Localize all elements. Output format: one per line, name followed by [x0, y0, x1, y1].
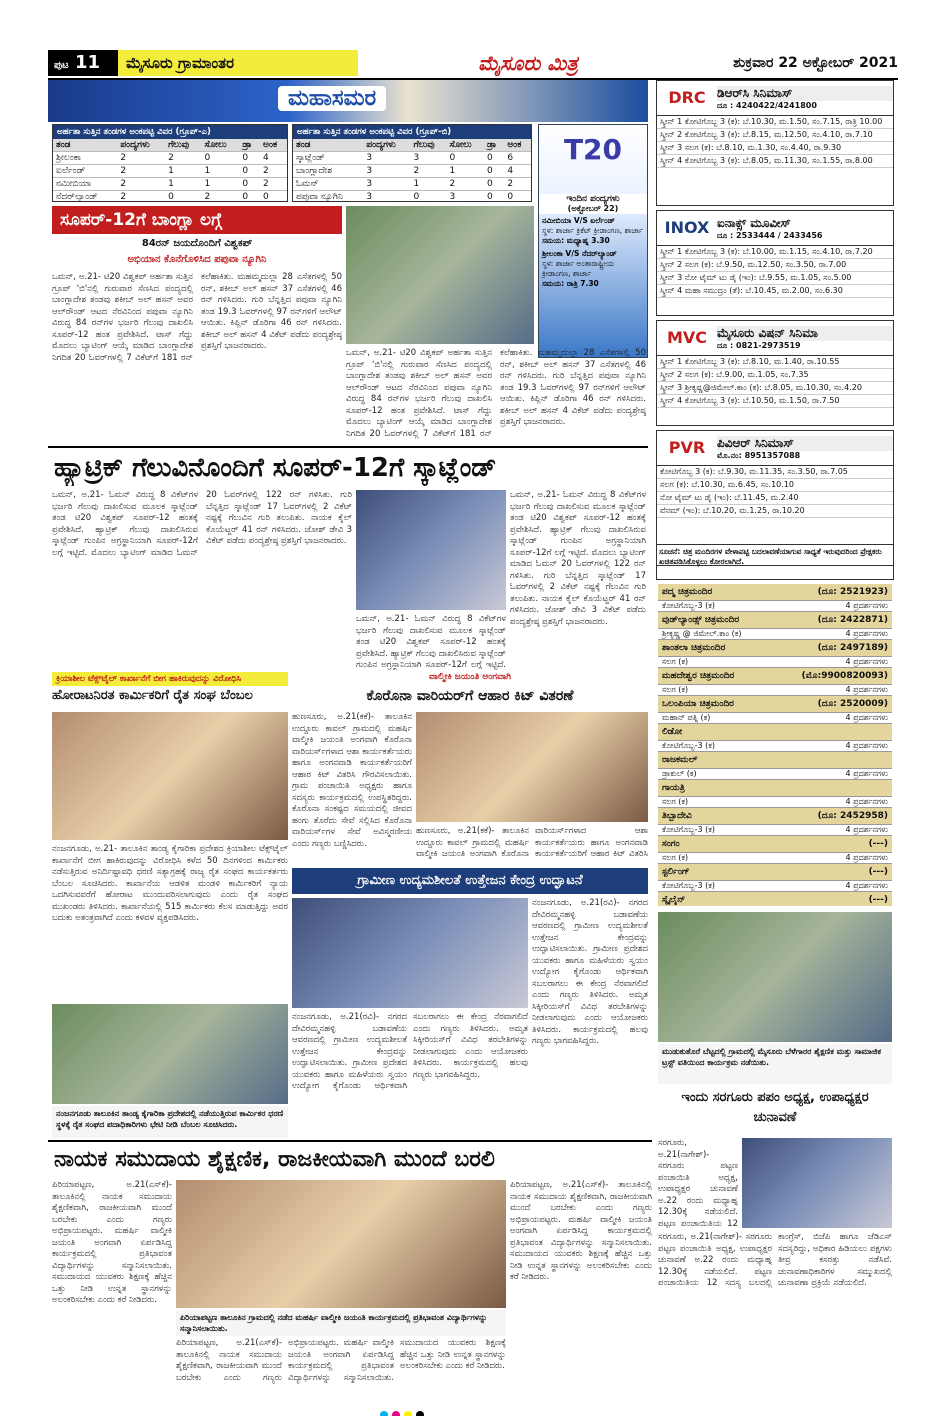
points-table-title: ಅರ್ಹತಾ ಸುತ್ತಿನ ತಂಡಗಳ ಅಂಕಪಟ್ಟಿ ವಿವರ (ಗ್ರೂಪ್-ಬಿ)	[293, 125, 531, 139]
showtime-row: ಸ್ಕ್ರೀನ್ 2 ಸಲಗ (ಕ): ಬೆ.9.00, ಮ.1.05, ಸಂ.7.35	[657, 369, 893, 382]
cinema-name-wrap	[717, 86, 893, 111]
table-cell: 2	[117, 178, 165, 191]
story6-body-cont: ಪಿರಿಯಾಪಟ್ಟಣ, ಅ.21(ಎಸ್‌ಕೆ)- ತಾಲೂಕಿನಲ್ಲಿ ನಾಯಕ ಸಮುದಾಯ ಶೈಕ್ಷಣಿಕವಾಗಿ, ರಾಜಕೀಯವಾಗಿ ಮುಂದೆ ಬರಬೇಕು ಎಂದು ಗಣ್ಯರು ಅಭಿಪ್ರಾಯಪಟ್ಟರು. ಮಹರ್ಷಿ ವಾಲ್ಮೀಕಿ ಜಯಂತಿ ಅಂಗವಾಗಿ ಏರ್ಪಡಿಸಿದ್ದ ಕಾರ್ಯಕ್ರಮದಲ್ಲಿ ಪ್ರತಿಭಾವಂತ ವಿದ್ಯಾರ್ಥಿಗಳನ್ನು ಸನ್ಮಾನಿಸಲಾಯಿತು. ಸಮುದಾಯದ ಯುವಕರು ಶಿಕ್ಷಣಕ್ಕೆ ಹೆಚ್ಚಿನ ಒತ್ತು ನೀಡಿ ಉನ್ನತ ಸ್ಥಾನಗಳನ್ನು ಅಲಂಕರಿಸಬೇಕು ಎಂದು ಕರೆ ನೀಡಿದರು.	[176, 1338, 506, 1383]
theatre-phone: (---)	[868, 839, 888, 849]
column-header: ತಂಡ	[53, 139, 117, 152]
masthead	[48, 50, 898, 78]
table-row	[53, 165, 287, 178]
theatre-name: ತಿಬ್ಬಾದೇವಿ	[662, 811, 692, 821]
table-row	[293, 191, 531, 203]
t20-banner	[48, 80, 648, 122]
match-2-venue: ಸ್ಥಳ: ಶಾರ್ಜಾ ಅಂತಾರಾಷ್ಟ್ರೀಯ ಕ್ರೀಡಾಂಗಣ, ಶಾರ್ಜಾ	[542, 259, 614, 278]
table-cell: 3	[411, 152, 447, 165]
paper-logo: ಮೈಸೂರು ಮಿತ್ರ	[478, 51, 578, 75]
theatre-name: ಮಹದೇಶ್ವರ ಚಿತ್ರಮಂದಿರ	[662, 671, 735, 681]
show-count: 4 ಪ್ರದರ್ಶನಗಳು	[845, 657, 888, 666]
movie-title: ಕೋಟಿಗೊಬ್ಬ-3 (ಕ)	[662, 741, 715, 750]
theatre-movie-row	[658, 741, 892, 752]
table-row	[293, 165, 531, 178]
story2-photo-text: ಒಮನ್, ಅ.21- ಓಮನ್ ವಿರುದ್ಧ 8 ವಿಕೆಟ್‌ಗಳ ಭರ್ಜರಿ ಗೆಲುವು ದಾಖಲಿಸುವ ಮೂಲಕ ಸ್ಕಾಟ್ಲೆಂಡ್ ತಂಡ ಟಿ20 ವಿಶ್ವಕಪ್ ಸೂಪರ್-12 ಹಂತಕ್ಕೆ ಪ್ರವೇಶಿಸಿದೆ. ಹ್ಯಾಟ್ರಿಕ್ ಗೆಲುವು ದಾಖಲಿಸಿರುವ ಸ್ಕಾಟ್ಲೆಂಡ್ ಗುಂಪಿನ ಅಗ್ರಸ್ಥಾನಿಯಾಗಿ ಸೂಪರ್-12ಗೆ ಲಗ್ಗೆ ಇಟ್ಟಿದೆ.	[356, 614, 506, 670]
table-cell: ಶ್ರೀಲಂಕಾ	[53, 152, 117, 165]
points-table-title: ಅರ್ಹತಾ ಸುತ್ತಿನ ತಂಡಗಳ ಅಂಕಪಟ್ಟಿ ವಿವರ (ಗ್ರೂಪ್-ಎ)	[53, 125, 287, 139]
story4-photo	[416, 712, 648, 822]
side-photo	[658, 912, 892, 1042]
points-table-group-b	[292, 124, 532, 202]
story3-photo	[52, 712, 288, 840]
cinema-header	[657, 431, 893, 466]
cinema-listings	[656, 80, 894, 580]
column-header: ಪಂದ್ಯಗಳು	[117, 139, 165, 152]
showtime-row: ಸ್ಕ್ರೀನ್ 4 ಕೋಟಿಗೊಬ್ಬ 3 (ಕ): ಬೆ.10.50, ಮ.1.50, ರಾ.7.50	[657, 395, 893, 408]
showtime-row: ಸ್ಕ್ರೀನ್ 3 ಶ್ರೀಕೃಷ್ಣ@ಜಿಮೇಲ್.ಕಾಂ (ಕ): ಬೆ.8.05, ಮ.10.30, ಸಂ.4.20	[657, 382, 893, 395]
theatre-movie-row	[658, 825, 892, 836]
story6-headline: ನಾಯಕ ಸಮುದಾಯ ಶೈಕ್ಷಣಿಕ, ರಾಜಕೀಯವಾಗಿ ಮುಂದೆ ಬರಲಿ	[48, 1140, 652, 1176]
table-cell: 1	[165, 178, 201, 191]
theatre-name: ಪದ್ಮ ಚಿತ್ರಮಂದಿರ	[662, 587, 713, 597]
show-count: 4 ಪ್ರದರ್ಶನಗಳು	[845, 741, 888, 750]
column-header: ಅಂಕ	[260, 139, 287, 152]
table-cell: 1	[411, 178, 447, 191]
showtime-row: ವೆನಮ್ (ಇಂ): ಬೆ.10.20, ಮ.1.25, ರಾ.10.20	[657, 505, 893, 518]
table-cell: 4	[504, 165, 531, 178]
theatre-movie-row	[658, 881, 892, 892]
story3-kicker: ಕ್ರಿಯಾಶೀಲ ಟೆಕ್ಸ್‌ಟೈಲ್ ಕಾರ್ಖಾನೆಗೆ ಬೀಗ ಹಾಕಿರುವುದನ್ನು ವಿರೋಧಿಸಿ	[52, 672, 288, 686]
theatre-movie-row	[658, 713, 892, 724]
table-cell: ನಮೀಬಿಯಾ	[53, 178, 117, 191]
show-count: 4 ಪ್ರದರ್ಶನಗಳು	[845, 601, 888, 610]
showtime-row: ಸ್ಕ್ರೀನ್ 4 ಮಹಾ ಸಮುದ್ರಂ (ತೆ): ಬೆ.10.45, ಮ.2.00, ಸಂ.6.30	[657, 285, 893, 298]
cinema-block	[656, 210, 894, 316]
theatre-name: ಗಾಯತ್ರಿ	[662, 783, 685, 793]
points-table-group-a	[52, 124, 288, 202]
movie-title: ಡ್ರಾಕುಲ್ (ಕ)	[662, 769, 697, 778]
theatre-phone: (---)	[868, 895, 888, 905]
story1-body: ಒಮನ್, ಅ.21- ಟಿ20 ವಿಶ್ವಕಪ್ ಅರ್ಹತಾ ಸುತ್ತಿನ ಗ್ರೂಪ್ 'ಬಿ'ನಲ್ಲಿ ಗುರುವಾರ ಸೆಣಸಿದ ಪಂದ್ಯದಲ್ಲಿ ಬಾಂಗ್ಲಾದೇಶ ತಂಡವು ಶಕೀಬ್ ಅಲ್ ಹಸನ್ ಅವರ ಆಲ್‌ರೌಂಡ್ ಆಟದ ನೆರವಿನಿಂದ ಪಪುವಾ ನ್ಯೂಗಿನಿ ವಿರುದ್ಧ 84 ರನ್‌ಗಳ ಭರ್ಜರಿ ಗೆಲುವು ದಾಖಲಿಸಿ ಸೂಪರ್-12 ಹಂತ ಪ್ರವೇಶಿಸಿದೆ. ಟಾಸ್ ಗೆದ್ದು ಮೊದಲು ಬ್ಯಾಟಿಂಗ್ ಆಯ್ಕೆ ಮಾಡಿದ ಬಾಂಗ್ಲಾದೇಶ ನಿಗದಿತ 20 ಓವರ್‌ಗಳಲ್ಲಿ 7 ವಿಕೆಟ್‌ಗೆ 181 ರನ್ ಕಲೆಹಾಕಿತು. ಮಹಮ್ಮದುಲ್ಲಾ 28 ಎಸೆತಗಳಲ್ಲಿ 50 ರನ್, ಶಕೀಬ್ ಅಲ್ ಹಸನ್ 37 ಎಸೆತಗಳಲ್ಲಿ 46 ರನ್ ಗಳಿಸಿದರು. ಗುರಿ ಬೆನ್ನತ್ತಿದ ಪಪುವಾ ನ್ಯೂಗಿನಿ ತಂಡ 19.3 ಓವರ್‌ಗಳಲ್ಲಿ 97 ರನ್‌ಗಳಿಗೆ ಆಲೌಟ್ ಆಯಿತು. ಕಿಪ್ಲಿನ್ ಡೊರಿಗಾ 46 ರನ್ ಗಳಿಸಿದರು. ಶಕೀಬ್ ಅಲ್ ಹಸನ್ 4 ವಿಕೆಟ್ ಪಡೆದು ಪಂದ್ಯಶ್ರೇಷ್ಠ ಪ್ರಶಸ್ತಿಗೆ ಭಾಜನರಾದರು.	[52, 272, 342, 363]
cinema-notice: ಸೂಚನೆ: ಚಿತ್ರ ಮಂದಿರಗಳ ವೇಳಾಪಟ್ಟಿ ಬದಲಾವಣೆಯಾಗುವ ಸಾಧ್ಯತೆ ಇರುವುದರಿಂದ ಪ್ರೇಕ್ಷಕರು ಖಚಿತಪಡಿಸಿಕೊಳ್ಳಲು ಕೋರಲಾಗಿದೆ.	[656, 544, 894, 580]
table-header-row	[293, 139, 531, 152]
showtime-row: ಸ್ಕ್ರೀನ್ 2 ಸಲಗ (ಕ): ಬೆ.9.50, ಮ.12.50, ಸಂ.3.50, ರಾ.7.00	[657, 259, 893, 272]
story6-caption: ಪಿರಿಯಾಪಟ್ಟಣ ತಾಲೂಕಿನ ಗ್ರಾಮದಲ್ಲಿ ನಡೆದ ಮಹರ್ಷಿ ವಾಲ್ಮೀಕಿ ಜಯಂತಿ ಕಾರ್ಯಕ್ರಮದಲ್ಲಿ ಪ್ರತಿಭಾವಂತ ವಿದ್ಯಾರ್ಥಿಗಳನ್ನು ಸನ್ಮಾನಿಸಲಾಯಿತು.	[176, 1310, 506, 1336]
theatre-header	[658, 864, 892, 881]
points-table-b	[293, 139, 531, 202]
table-cell: 2	[411, 165, 447, 178]
table-cell: 0	[165, 191, 201, 203]
theatre-header	[658, 836, 892, 853]
t20-logo: T20	[563, 133, 623, 166]
page-number-tag: ಪುಟ 11	[48, 50, 118, 76]
theatre-phone: (ದೂ: 2422871)	[817, 615, 888, 625]
story2-body-cont: ಒಮನ್, ಅ.21- ಓಮನ್ ವಿರುದ್ಧ 8 ವಿಕೆಟ್‌ಗಳ ಭರ್ಜರಿ ಗೆಲುವು ದಾಖಲಿಸುವ ಮೂಲಕ ಸ್ಕಾಟ್ಲೆಂಡ್ ತಂಡ ಟಿ20 ವಿಶ್ವಕಪ್ ಸೂಪರ್-12 ಹಂತಕ್ಕೆ ಪ್ರವೇಶಿಸಿದೆ. ಹ್ಯಾಟ್ರಿಕ್ ಗೆಲುವು ದಾಖಲಿಸಿರುವ ಸ್ಕಾಟ್ಲೆಂಡ್ ಗುಂಪಿನ ಅಗ್ರಸ್ಥಾನಿಯಾಗಿ ಸೂಪರ್-12ಗೆ ಲಗ್ಗೆ ಇಟ್ಟಿದೆ. ಮೊದಲು ಬ್ಯಾಟಿಂಗ್ ಮಾಡಿದ ಓಮನ್ 20 ಓವರ್‌ಗಳಲ್ಲಿ 122 ರನ್ ಗಳಿಸಿತು. ಗುರಿ ಬೆನ್ನತ್ತಿದ ಸ್ಕಾಟ್ಲೆಂಡ್ 17 ಓವರ್‌ಗಳಲ್ಲಿ 2 ವಿಕೆಟ್ ನಷ್ಟಕ್ಕೆ ಗೆಲುವಿನ ಗುರಿ ತಲುಪಿತು. ನಾಯಕ ಕೈಲ್ ಕೊಯೆಟ್ಜರ್ 41 ರನ್ ಗಳಿಸಿದರು. ಜೋಶ್ ಡೇವಿ 3 ವಿಕೆಟ್ ಪಡೆದು ಪಂದ್ಯಶ್ರೇಷ್ಠ ಪ್ರಶಸ್ತಿಗೆ ಭಾಜನರಾದರು.	[510, 490, 646, 627]
cinema-logo: DRC	[668, 88, 706, 107]
table-cell: 0	[201, 152, 239, 165]
story3-body: ನಂಜನಗೂಡು, ಅ.21- ತಾಲೂಕಿನ ತಾಂಡ್ಯ ಕೈಗಾರಿಕಾ ಪ್ರದೇಶದ ಕ್ರಿಯಾಶೀಲ ಟೆಕ್ಸ್‌ಟೈಲ್ ಕಾರ್ಖಾನೆಗೆ ಬೀಗ ಹಾಕಿರುವುದನ್ನು ವಿರೋಧಿಸಿ ಕಳೆದ 50 ದಿನಗಳಿಂದ ಕಾರ್ಮಿಕರು ನಡೆಸುತ್ತಿರುವ ಅನಿರ್ದಿಷ್ಟಾವಧಿ ಧರಣಿ ಸತ್ಯಾಗ್ರಹಕ್ಕೆ ರಾಜ್ಯ ರೈತ ಸಂಘದ ಕಾರ್ಯಕರ್ತರು ಬೆಂಬಲ ಸೂಚಿಸಿದರು. ಕಾರ್ಖಾನೆಯ ಆಡಳಿತ ಮಂಡಳಿ ಕಾರ್ಮಿಕರಿಗೆ ನ್ಯಾಯ ಒದಗಿಸುವವರೆಗೆ ಹೋರಾಟ ಮುಂದುವರಿಸಲಾಗುವುದು ಎಂದು ರೈತ ಸಂಘದ ಮುಖಂಡರು ತಿಳಿಸಿದರು. ಕಾರ್ಖಾನೆಯಲ್ಲಿ 515 ಕಾರ್ಮಿಕರು ಕೆಲಸ ಮಾಡುತ್ತಿದ್ದು ಅವರ ಬದುಕು ಅತಂತ್ರವಾಗಿದೆ ಎಂದು ಕಳವಳ ವ್ಯಕ್ತಪಡಿಸಿದರು.	[52, 844, 288, 923]
story5-headline: ಗ್ರಾಮೀಣ ಉದ್ಯಮಶೀಲತೆ ಉತ್ತೇಜನ ಕೇಂದ್ರ ಉದ್ಘಾಟನೆ	[292, 868, 648, 894]
cinema-name: ಡಿಆರ್‌ಸಿ ಸಿನಿಮಾಸ್	[717, 86, 893, 101]
table-cell: 2	[201, 191, 239, 203]
match-1-venue: ಸ್ಥಳ: ಶಾರ್ಜಾ ಕ್ರಿಕೆಟ್ ಕ್ರೀಡಾಂಗಣ, ಶಾರ್ಜಾ	[542, 226, 643, 235]
show-count: 4 ಪ್ರದರ್ಶನಗಳು	[845, 853, 888, 862]
story3-caption: ನಂಜನಗೂಡು ತಾಲೂಕಿನ ತಾಂಡ್ಯ ಕೈಗಾರಿಕಾ ಪ್ರದೇಶದಲ್ಲಿ ನಡೆಯುತ್ತಿರುವ ಕಾರ್ಮಿಕರ ಧರಣಿ ಸ್ಥಳಕ್ಕೆ ರೈತ ಸಂಘದ ಪದಾಧಿಕಾರಿಗಳು ಭೇಟಿ ನೀಡಿ ಬೆಂಬಲ ಸೂಚಿಸಿದರು.	[52, 1106, 288, 1138]
table-cell: 3	[363, 152, 410, 165]
story7-headline: ಇಂದು ಸರಗೂರು ಪಪಂ ಅಧ್ಯಕ್ಷ, ಉಪಾಧ್ಯಕ್ಷರ ಚುನಾವಣೆ	[681, 1090, 869, 1125]
theatre-phone: (ಮೊ:9900820093)	[801, 671, 888, 681]
theatre-name: ಸ್ಟರ್ಲಿಂಗ್	[662, 867, 690, 877]
theatre-movie-row	[658, 629, 892, 640]
column-header: ಅಂಕ	[504, 139, 531, 152]
column-header: ಗೆಲುವು	[165, 139, 201, 152]
cinema-logo: MVC	[666, 328, 708, 347]
theatre-header	[658, 612, 892, 629]
movie-title: ಮಹಾನ್ ಪತ್ನಿ (ಕ)	[662, 713, 711, 722]
table-cell: ಓಮನ್	[293, 178, 363, 191]
theatre-name: ರಾಜಕಮಲ್	[662, 755, 698, 765]
story2-photo	[356, 490, 506, 610]
table-cell: 1	[165, 165, 201, 178]
table-cell: 2	[117, 191, 165, 203]
table-cell: 3	[446, 191, 484, 203]
showtime-row: ಸಲಗ (ಕ): ಬೆ.10.30, ಮ.6.45, ಸಂ.10.10	[657, 479, 893, 492]
cinema-logo: INOX	[664, 218, 710, 237]
story4-headline: ಕೊರೊನಾ ವಾರಿಯರ್‌ಗೆ ಆಹಾರ ಕಿಟ್ ವಿತರಣೆ	[366, 688, 574, 704]
movie-title: ಶ್ರೀಕೃಷ್ಣ @ ಜಿಮೇಲ್.ಕಾಂ (ಕ)	[662, 629, 742, 638]
movie-title: ಕೋಟಿಗೊಬ್ಬ-3 (ಕ)	[662, 825, 715, 834]
table-cell: 0	[239, 191, 260, 203]
cinema-name: ಐನಾಕ್ಸ್ ಮೂವೀಸ್	[717, 216, 893, 231]
banner-title: ಮಹಾಸಮರ	[278, 86, 386, 111]
showtime-row: ನೋ ಟೈಮ್ ಟು ಡೈ (ಇಂ): ಬೆ.11.45, ಮ.2.40	[657, 492, 893, 505]
table-cell: ಪಪುವಾ ನ್ಯೂಗಿನಿ	[293, 191, 363, 203]
table-row	[53, 152, 287, 165]
cinema-name-wrap	[717, 436, 893, 461]
matches-heading: ಇಂದಿನ ಪಂದ್ಯಗಳು	[539, 194, 647, 204]
showtime-row: ಕೋಟಿಗೊಬ್ಬ 3 (ಕ): ಬೆ.9.30, ಮ.11.35, ಸಂ.3.50, ರಾ.7.05	[657, 466, 893, 479]
table-cell: 0	[260, 191, 287, 203]
show-count: 4 ಪ್ರದರ್ಶನಗಳು	[845, 881, 888, 890]
theatre-phone: (ದೂ: 2521923)	[817, 587, 888, 597]
column-header: ಸೋಲು	[446, 139, 484, 152]
movie-title: ಸಲಗ (ಕ)	[662, 657, 689, 666]
theatre-phone: (ದೂ: 2452958)	[817, 811, 888, 821]
table-cell: ಐರ್ಲೆಂಡ್	[53, 165, 117, 178]
theatre-list	[658, 584, 892, 906]
match-1-time: ಸಮಯ: ಮಧ್ಯಾಹ್ನ 3.30	[542, 236, 610, 245]
table-cell: 6	[504, 152, 531, 165]
theatre-header	[658, 584, 892, 601]
story7-body-cont: ಸರಗೂರು, ಅ.21(ನಾಗೇಶ್)- ಸರಗೂರು ಪಟ್ಟಣ ಪಂಚಾಯಿತಿ ಅಧ್ಯಕ್ಷ, ಉಪಾಧ್ಯಕ್ಷರ ಚುನಾವಣೆ ಅ.22 ರಂದು ಮಧ್ಯಾಹ್ನ 12.30ಕ್ಕೆ ನಡೆಯಲಿದೆ. ಪಟ್ಟಣ ಪಂಚಾಯಿತಿಯ 12 ಸದಸ್ಯ ಬಲದಲ್ಲಿ ಕಾಂಗ್ರೆಸ್, ಬಿಜೆಪಿ ಹಾಗೂ ಜೆಡಿಎಸ್ ಸದಸ್ಯರಿದ್ದು, ಅಧಿಕಾರ ಹಿಡಿಯಲು ಪಕ್ಷಗಳು ತೀವ್ರ ಕಸರತ್ತು ನಡೆಸಿವೆ. ಚುನಾವಣಾಧಿಕಾರಿಗಳ ಸಮ್ಮುಖದಲ್ಲಿ ಚುನಾವಣಾ ಪ್ರಕ್ರಿಯೆ ನಡೆಯಲಿದೆ.	[658, 1232, 892, 1288]
print-color-marks	[380, 1404, 580, 1416]
table-cell: 2	[260, 165, 287, 178]
table-cell: 0	[504, 191, 531, 203]
table-cell: 3	[363, 165, 410, 178]
theatre-header	[658, 724, 892, 741]
column-header: ಡ್ರಾ	[484, 139, 504, 152]
theatre-movie-row	[658, 601, 892, 612]
column-header: ಗೆಲುವು	[411, 139, 447, 152]
showtime-row: ಸ್ಕ್ರೀನ್ 3 ನೋ ಟೈಮ್ ಟು ಡೈ (ಇಂ): ಬೆ.9.55, ಮ.1.05, ಸಂ.5.00	[657, 272, 893, 285]
cinema-header	[657, 321, 893, 356]
table-cell: 3	[363, 178, 410, 191]
issue-date: ಶುಕ್ರವಾರ 22 ಅಕ್ಟೋಬರ್ 2021	[733, 55, 898, 71]
table-cell: 2	[165, 152, 201, 165]
table-cell: ನೆದರ್‌ಲ್ಯಾಂಡ್	[53, 191, 117, 203]
theatre-name: ವುಡ್‌ಲ್ಯಾಂಡ್ಸ್ ಚಿತ್ರಮಂದಿರ	[662, 615, 740, 625]
table-cell: 0	[484, 152, 504, 165]
story1-headline: ಸೂಪರ್-12ಗೆ ಬಾಂಗ್ಲಾ ಲಗ್ಗೆ	[52, 206, 342, 234]
table-header-row	[53, 139, 287, 152]
match-2: ಶ್ರೀಲಂಕಾ V/S ನೆದರ್‌ಲ್ಯಾಂಡ್	[542, 249, 617, 258]
story4-kicker: ವಾಲ್ಮೀಕಿ ಜಯಂತಿ ಅಂಗವಾಗಿ	[428, 672, 512, 682]
show-count: 4 ಪ್ರದರ್ಶನಗಳು	[845, 825, 888, 834]
story5-body-side: ನಂಜನಗೂಡು, ಅ.21(ರವಿ)- ನಗರದ ದೇವಿರಮ್ಮನಹಳ್ಳಿ ಬಡಾವಣೆಯ ಆವರಣದಲ್ಲಿ ಗ್ರಾಮೀಣ ಉದ್ಯಮಶೀಲತೆ ಉತ್ತೇಜನ ಕೇಂದ್ರವನ್ನು ಉದ್ಘಾಟಿಸಲಾಯಿತು. ಗ್ರಾಮೀಣ ಪ್ರದೇಶದ ಯುವಕರು ಹಾಗೂ ಮಹಿಳೆಯರು ಸ್ವಯಂ ಉದ್ಯೋಗ ಕೈಗೊಂಡು ಆರ್ಥಿಕವಾಗಿ ಸಬಲರಾಗಲು ಈ ಕೇಂದ್ರ ನೆರವಾಗಲಿದೆ ಎಂದು ಗಣ್ಯರು ತಿಳಿಸಿದರು. ಅಮೃತ ಸಿಕ್ಕೀರಿಯಸ್‌ಗೆ ವಿವಿಧ ತರಬೇತಿಗಳನ್ನು ನೀಡಲಾಗುವುದು ಎಂದು ಆಯೋಜಕರು ತಿಳಿಸಿದರು. ಕಾರ್ಯಕ್ರಮದಲ್ಲಿ ಹಲವು ಗಣ್ಯರು ಭಾಗವಹಿಸಿದ್ದರು.	[532, 898, 648, 1046]
table-cell: 2	[504, 178, 531, 191]
match-1: ನಮೀಬಿಯಾ V/S ಐರ್ಲೆಂಡ್	[542, 216, 615, 225]
cinema-name-wrap	[717, 216, 893, 241]
column-header: ಸೋಲು	[201, 139, 239, 152]
table-row	[293, 178, 531, 191]
section-name: ಮೈಸೂರು ಗ್ರಾಮಾಂತರ	[118, 50, 358, 76]
showtime-row: ಸ್ಕ್ರೀನ್ 3 ಸಲಗ (ಕ): ಬೆ.8.10, ಮ.1.30, ಸಂ.4.40, ರಾ.9.30	[657, 142, 893, 155]
cinema-phone: ಮೊ.ನಂ: 8951357088	[717, 450, 801, 460]
table-row	[53, 191, 287, 203]
table-cell: 3	[363, 191, 410, 203]
story6-body-side: ಪಿರಿಯಾಪಟ್ಟಣ, ಅ.21(ಎಸ್‌ಕೆ)- ತಾಲೂಕಿನಲ್ಲಿ ನಾಯಕ ಸಮುದಾಯ ಶೈಕ್ಷಣಿಕವಾಗಿ, ರಾಜಕೀಯವಾಗಿ ಮುಂದೆ ಬರಬೇಕು ಎಂದು ಗಣ್ಯರು ಅಭಿಪ್ರಾಯಪಟ್ಟರು. ಮಹರ್ಷಿ ವಾಲ್ಮೀಕಿ ಜಯಂತಿ ಅಂಗವಾಗಿ ಏರ್ಪಡಿಸಿದ್ದ ಕಾರ್ಯಕ್ರಮದಲ್ಲಿ ಪ್ರತಿಭಾವಂತ ವಿದ್ಯಾರ್ಥಿಗಳನ್ನು ಸನ್ಮಾನಿಸಲಾಯಿತು. ಸಮುದಾಯದ ಯುವಕರು ಶಿಕ್ಷಣಕ್ಕೆ ಹೆಚ್ಚಿನ ಒತ್ತು ನೀಡಿ ಉನ್ನತ ಸ್ಥಾನಗಳನ್ನು ಅಲಂಕರಿಸಬೇಕು ಎಂದು ಕರೆ ನೀಡಿದರು.	[510, 1180, 652, 1282]
column-header: ತಂಡ	[293, 139, 363, 152]
theatre-header	[658, 696, 892, 713]
show-count: 4 ಪ್ರದರ್ಶನಗಳು	[845, 797, 888, 806]
matches-date: (ಅಕ್ಟೋಬರ್ 22)	[539, 204, 647, 214]
theatre-phone: (ದೂ: 2520009)	[817, 699, 888, 709]
table-cell: 0	[484, 178, 504, 191]
points-table-a	[53, 139, 287, 202]
story3-photo-2	[52, 1004, 288, 1104]
cinema-name: ಪಿವಿಆರ್ ಸಿನಿಮಾಸ್	[717, 436, 893, 451]
theatre-movie-row	[658, 685, 892, 696]
story7-body: ಸರಗೂರು, ಅ.21(ನಾಗೇಶ್)- ಸರಗೂರು ಪಟ್ಟಣ ಪಂಚಾಯಿತಿ ಅಧ್ಯಕ್ಷ, ಉಪಾಧ್ಯಕ್ಷರ ಚುನಾವಣೆ ಅ.22 ರಂದು ಮಧ್ಯಾಹ್ನ 12.30ಕ್ಕೆ ನಡೆಯಲಿದೆ. ಪಟ್ಟಣ ಪಂಚಾಯಿತಿಯ 12	[658, 1138, 738, 1228]
table-cell: 0	[484, 191, 504, 203]
table-cell: ಸ್ಕಾಟ್ಲೆಂಡ್	[293, 152, 363, 165]
cinema-phone: ದೂ : 0821-2973519	[717, 340, 801, 350]
table-cell: 0	[411, 191, 447, 203]
column-header: ಡ್ರಾ	[239, 139, 260, 152]
showtime-row: ಸ್ಕ್ರೀನ್ 2 ಕೋಟಿಗೊಬ್ಬ 3 (ಕ): ಬೆ.8.15, ಮ.12.50, ಸಂ.4.10, ರಾ.7.10	[657, 129, 893, 142]
match-2-time: ಸಮಯ: ರಾತ್ರಿ 7.30	[542, 279, 599, 288]
cinema-phone: ದೂ : 4240422/4241800	[717, 100, 817, 110]
story2-headline: ಹ್ಯಾಟ್ರಿಕ್ ಗೆಲುವಿನೊಂದಿಗೆ ಸೂಪರ್-12ಗೆ ಸ್ಕಾಟ್ಲೆಂಡ್	[48, 446, 648, 486]
story5-body: ನಂಜನಗೂಡು, ಅ.21(ರವಿ)- ನಗರದ ದೇವಿರಮ್ಮನಹಳ್ಳಿ ಬಡಾವಣೆಯ ಆವರಣದಲ್ಲಿ ಗ್ರಾಮೀಣ ಉದ್ಯಮಶೀಲತೆ ಉತ್ತೇಜನ ಕೇಂದ್ರವನ್ನು ಉದ್ಘಾಟಿಸಲಾಯಿತು. ಗ್ರಾಮೀಣ ಪ್ರದೇಶದ ಯುವಕರು ಹಾಗೂ ಮಹಿಳೆಯರು ಸ್ವಯಂ ಉದ್ಯೋಗ ಕೈಗೊಂಡು ಆರ್ಥಿಕವಾಗಿ ಸಬಲರಾಗಲು ಈ ಕೇಂದ್ರ ನೆರವಾಗಲಿದೆ ಎಂದು ಗಣ್ಯರು ತಿಳಿಸಿದರು. ಅಮೃತ ಸಿಕ್ಕೀರಿಯಸ್‌ಗೆ ವಿವಿಧ ತರಬೇತಿಗಳನ್ನು ನೀಡಲಾಗುವುದು ಎಂದು ಆಯೋಜಕರು ತಿಳಿಸಿದರು. ಕಾರ್ಯಕ್ರಮದಲ್ಲಿ ಹಲವು ಗಣ್ಯರು ಭಾಗವಹಿಸಿದ್ದರು.	[292, 1012, 528, 1091]
story3-headline: ಹೋರಾಟನಿರತ ಕಾರ್ಮಿಕರಿಗೆ ರೈತ ಸಂಘ ಬೆಂಬಲ	[52, 688, 253, 703]
table-cell: 2	[117, 165, 165, 178]
table-cell: 2	[446, 178, 484, 191]
table-cell: 1	[201, 178, 239, 191]
theatre-phone: (ದೂ: 2497189)	[817, 643, 888, 653]
todays-matches-box	[538, 124, 648, 358]
table-row	[53, 178, 287, 191]
theatre-movie-row	[658, 769, 892, 780]
table-row	[293, 152, 531, 165]
cinema-logo: PVR	[668, 438, 706, 457]
side-photo-caption: ಮುಡುಕುತೊರೆ ಬೆಟ್ಟದಲ್ಲಿ ಗ್ರಾಮದಲ್ಲಿ ಮೈಸೂರು ಬೆಳೆಗಾರರ ಶೈಕ್ಷಣಿಕ ಮತ್ತು ಸಾಮಾಜಿಕ ಟ್ರಸ್ಟ್ ವತಿಯಿಂದ ಕಾರ್ಯಕ್ರಮ ನಡೆಯಿತು.	[658, 1044, 892, 1084]
theatre-movie-row	[658, 797, 892, 808]
story1-body-cont: ಒಮನ್, ಅ.21- ಟಿ20 ವಿಶ್ವಕಪ್ ಅರ್ಹತಾ ಸುತ್ತಿನ ಗ್ರೂಪ್ 'ಬಿ'ನಲ್ಲಿ ಗುರುವಾರ ಸೆಣಸಿದ ಪಂದ್ಯದಲ್ಲಿ ಬಾಂಗ್ಲಾದೇಶ ತಂಡವು ಶಕೀಬ್ ಅಲ್ ಹಸನ್ ಅವರ ಆಲ್‌ರೌಂಡ್ ಆಟದ ನೆರವಿನಿಂದ ಪಪುವಾ ನ್ಯೂಗಿನಿ ವಿರುದ್ಧ 84 ರನ್‌ಗಳ ಭರ್ಜರಿ ಗೆಲುವು ದಾಖಲಿಸಿ ಸೂಪರ್-12 ಹಂತ ಪ್ರವೇಶಿಸಿದೆ. ಟಾಸ್ ಗೆದ್ದು ಮೊದಲು ಬ್ಯಾಟಿಂಗ್ ಆಯ್ಕೆ ಮಾಡಿದ ಬಾಂಗ್ಲಾದೇಶ ನಿಗದಿತ 20 ಓವರ್‌ಗಳಲ್ಲಿ 7 ವಿಕೆಟ್‌ಗೆ 181 ರನ್ ಕಲೆಹಾಕಿತು. ಮಹಮ್ಮದುಲ್ಲಾ 28 ಎಸೆತಗಳಲ್ಲಿ 50 ರನ್, ಶಕೀಬ್ ಅಲ್ ಹಸನ್ 37 ಎಸೆತಗಳಲ್ಲಿ 46 ರನ್ ಗಳಿಸಿದರು. ಗುರಿ ಬೆನ್ನತ್ತಿದ ಪಪುವಾ ನ್ಯೂಗಿನಿ ತಂಡ 19.3 ಓವರ್‌ಗಳಲ್ಲಿ 97 ರನ್‌ಗಳಿಗೆ ಆಲೌಟ್ ಆಯಿತು. ಕಿಪ್ಲಿನ್ ಡೊರಿಗಾ 46 ರನ್ ಗಳಿಸಿದರು. ಶಕೀಬ್ ಅಲ್ ಹಸನ್ 4 ವಿಕೆಟ್ ಪಡೆದು ಪಂದ್ಯಶ್ರೇಷ್ಠ ಪ್ರಶಸ್ತಿಗೆ ಭಾಜನರಾದರು.	[346, 348, 646, 439]
table-cell: 0	[484, 165, 504, 178]
theatre-name: ಸಂಗಂ	[662, 839, 680, 849]
story1-subhead-2: ಅಭಿಯಾನ ಕೊನೆಗೊಳಿಸಿದ ಪಪುವಾ ನ್ಯೂಗಿನಿ	[127, 254, 267, 265]
theatre-phone: (---)	[868, 867, 888, 877]
cinema-block	[656, 80, 894, 206]
theatre-name: ಲಿಡೋ	[662, 727, 683, 737]
match-list	[539, 214, 647, 291]
show-count: 4 ಪ್ರದರ್ಶನಗಳು	[845, 713, 888, 722]
story4-body: ಹುಣಸೂರು, ಅ.21(ಕಕೆ)- ತಾಲೂಕಿನ ಉದ್ದೂರು ಕಾವಲ್ ಗ್ರಾಮದಲ್ಲಿ ಮಹರ್ಷಿ ವಾಲ್ಮೀಕಿ ಜಯಂತಿ ಅಂಗವಾಗಿ ಕೊರೊನಾ ವಾರಿಯರ್ಸ್‌ಗಳಾದ ಆಶಾ ಕಾರ್ಯಕರ್ತೆಯರು ಹಾಗೂ ಅಂಗನವಾಡಿ ಕಾರ್ಯಕರ್ತೆಯರಿಗೆ ಆಹಾರ ಕಿಟ್ ವಿತರಿಸಿ ಗೌರವಿಸಲಾಯಿತು. ಗ್ರಾಮ ಪಂಚಾಯಿತಿ ಅಧ್ಯಕ್ಷರು ಹಾಗೂ ಸದಸ್ಯರು ಕಾರ್ಯಕ್ರಮದಲ್ಲಿ ಉಪಸ್ಥಿತರಿದ್ದರು. ಕೊರೊನಾ ಸಂಕಷ್ಟದ ಸಮಯದಲ್ಲಿ ಜೀವದ ಹಂಗು ತೊರೆದು ಸೇವೆ ಸಲ್ಲಿಸಿದ ಕೊರೊನಾ ವಾರಿಯರ್ಸ್‌ಗಳ ಸೇವೆ ಅವಿಸ್ಮರಣೀಯ ಎಂದು ಗಣ್ಯರು ಬಣ್ಣಿಸಿದರು.	[292, 712, 412, 849]
story5-photo	[292, 898, 528, 1008]
story2-body: ಒಮನ್, ಅ.21- ಓಮನ್ ವಿರುದ್ಧ 8 ವಿಕೆಟ್‌ಗಳ ಭರ್ಜರಿ ಗೆಲುವು ದಾಖಲಿಸುವ ಮೂಲಕ ಸ್ಕಾಟ್ಲೆಂಡ್ ತಂಡ ಟಿ20 ವಿಶ್ವಕಪ್ ಸೂಪರ್-12 ಹಂತಕ್ಕೆ ಪ್ರವೇಶಿಸಿದೆ. ಹ್ಯಾಟ್ರಿಕ್ ಗೆಲುವು ದಾಖಲಿಸಿರುವ ಸ್ಕಾಟ್ಲೆಂಡ್ ಗುಂಪಿನ ಅಗ್ರಸ್ಥಾನಿಯಾಗಿ ಸೂಪರ್-12ಗೆ ಲಗ್ಗೆ ಇಟ್ಟಿದೆ. ಮೊದಲು ಬ್ಯಾಟಿಂಗ್ ಮಾಡಿದ ಓಮನ್ 20 ಓವರ್‌ಗಳಲ್ಲಿ 122 ರನ್ ಗಳಿಸಿತು. ಗುರಿ ಬೆನ್ನತ್ತಿದ ಸ್ಕಾಟ್ಲೆಂಡ್ 17 ಓವರ್‌ಗಳಲ್ಲಿ 2 ವಿಕೆಟ್ ನಷ್ಟಕ್ಕೆ ಗೆಲುವಿನ ಗುರಿ ತಲುಪಿತು. ನಾಯಕ ಕೈಲ್ ಕೊಯೆಟ್ಜರ್ 41 ರನ್ ಗಳಿಸಿದರು. ಜೋಶ್ ಡೇವಿ 3 ವಿಕೆಟ್ ಪಡೆದು ಪಂದ್ಯಶ್ರೇಷ್ಠ ಪ್ರಶಸ್ತಿಗೆ ಭಾಜನರಾದರು.	[52, 490, 352, 558]
theatre-movie-row	[658, 657, 892, 668]
showtime-row: ಸ್ಕ್ರೀನ್ 1 ಕೋಟಿಗೊಬ್ಬ 3 (ಕ): ಬೆ.10.00, ಮ.1.15, ಸಂ.4.10, ರಾ.7.20	[657, 246, 893, 259]
show-count: 4 ಪ್ರದರ್ಶನಗಳು	[845, 769, 888, 778]
cinema-header	[657, 81, 893, 116]
cinema-name: ಮೈಸೂರು ವಿಷನ್ ಸಿನಿಮಾ	[717, 326, 893, 341]
show-count: 4 ಪ್ರದರ್ಶನಗಳು	[845, 629, 888, 638]
theatre-name: ಒಲಂಪಿಯಾ ಚಿತ್ರಮಂದಿರ	[662, 699, 734, 709]
movie-title: ಸಲಗ (ಕ)	[662, 797, 689, 806]
story1-photo	[346, 206, 534, 344]
cinema-phone: ದೂ : 2533444 / 2433456	[717, 230, 823, 240]
theatre-header	[658, 640, 892, 657]
story6-body: ಪಿರಿಯಾಪಟ್ಟಣ, ಅ.21(ಎಸ್‌ಕೆ)- ತಾಲೂಕಿನಲ್ಲಿ ನಾಯಕ ಸಮುದಾಯ ಶೈಕ್ಷಣಿಕವಾಗಿ, ರಾಜಕೀಯವಾಗಿ ಮುಂದೆ ಬರಬೇಕು ಎಂದು ಗಣ್ಯರು ಅಭಿಪ್ರಾಯಪಟ್ಟರು. ಮಹರ್ಷಿ ವಾಲ್ಮೀಕಿ ಜಯಂತಿ ಅಂಗವಾಗಿ ಏರ್ಪಡಿಸಿದ್ದ ಕಾರ್ಯಕ್ರಮದಲ್ಲಿ ಪ್ರತಿಭಾವಂತ ವಿದ್ಯಾರ್ಥಿಗಳನ್ನು ಸನ್ಮಾನಿಸಲಾಯಿತು. ಸಮುದಾಯದ ಯುವಕರು ಶಿಕ್ಷಣಕ್ಕೆ ಹೆಚ್ಚಿನ ಒತ್ತು ನೀಡಿ ಉನ್ನತ ಸ್ಥಾನಗಳನ್ನು ಅಲಂಕರಿಸಬೇಕು ಎಂದು ಕರೆ ನೀಡಿದರು.	[52, 1180, 172, 1305]
movie-title: ಕೋಟಿಗೊಬ್ಬ-3 (ಕ)	[662, 601, 715, 610]
theatre-header	[658, 752, 892, 769]
cinema-header	[657, 211, 893, 246]
table-cell: 0	[239, 178, 260, 191]
movie-title: ಸಲಗ (ಕ)	[662, 853, 689, 862]
movie-title: ಕೋಟಿಗೊಬ್ಬ-3 (ಕ)	[662, 881, 715, 890]
showtime-row: ಸ್ಕ್ರೀನ್ 1 ಕೋಟಿಗೊಬ್ಬ 3 (ಕ): ಬೆ.8.10, ಮ.1.40, ರಾ.10.55	[657, 356, 893, 369]
table-cell: 2	[117, 152, 165, 165]
theatre-name: ಸ್ಕೈಲೈನ್	[662, 895, 686, 905]
theatre-header	[658, 668, 892, 685]
theatre-header	[658, 808, 892, 825]
table-cell: 0	[446, 152, 484, 165]
cinema-block	[656, 320, 894, 426]
theatre-movie-row	[658, 853, 892, 864]
table-cell: 1	[201, 165, 239, 178]
showtime-row: ಸ್ಕ್ರೀನ್ 1 ಕೋಟಿಗೊಬ್ಬ 3 (ಕ): ಬೆ.10.30, ಮ.1.50, ಸಂ.7.15, ರಾತ್ರಿ 10.00	[657, 116, 893, 129]
theatre-name: ಶಾಂತಲಾ ಚಿತ್ರಮಂದಿರ	[662, 643, 726, 653]
table-cell: 0	[239, 152, 260, 165]
theatre-header	[658, 780, 892, 797]
movie-title: ಸಲಗ (ಕ)	[662, 685, 689, 694]
story6-photo	[176, 1180, 506, 1308]
cinema-name-wrap	[717, 326, 893, 351]
column-header: ಪಂದ್ಯಗಳು	[363, 139, 410, 152]
story4-body-cont: ಹುಣಸೂರು, ಅ.21(ಕಕೆ)- ತಾಲೂಕಿನ ಉದ್ದೂರು ಕಾವಲ್ ಗ್ರಾಮದಲ್ಲಿ ಮಹರ್ಷಿ ವಾಲ್ಮೀಕಿ ಜಯಂತಿ ಅಂಗವಾಗಿ ಕೊರೊನಾ ವಾರಿಯರ್ಸ್‌ಗಳಾದ ಆಶಾ ಕಾರ್ಯಕರ್ತೆಯರು ಹಾಗೂ ಅಂಗನವಾಡಿ ಕಾರ್ಯಕರ್ತೆಯರಿಗೆ ಆಹಾರ ಕಿಟ್ ವಿತರಿಸಿ	[416, 826, 648, 859]
table-cell: ಬಾಂಗ್ಲಾದೇಶ	[293, 165, 363, 178]
showtime-row: ಸ್ಕ್ರೀನ್ 4 ಕೋಟಿಗೊಬ್ಬ 3 (ಕ): ಬೆ.8.05, ಮ.11.30, ಸಂ.1.55, ರಾ.8.00	[657, 155, 893, 168]
table-cell: 1	[446, 165, 484, 178]
table-cell: 0	[239, 165, 260, 178]
table-cell: 2	[260, 178, 287, 191]
theatre-header	[658, 892, 892, 906]
story7-photo	[742, 1138, 892, 1228]
story1-subhead-1: 84ರನ್ ಜಯದೊಂದಿಗೆ ವಿಶ್ವಕಪ್	[141, 238, 253, 249]
show-count: 4 ಪ್ರದರ್ಶನಗಳು	[845, 685, 888, 694]
table-cell: 4	[260, 152, 287, 165]
